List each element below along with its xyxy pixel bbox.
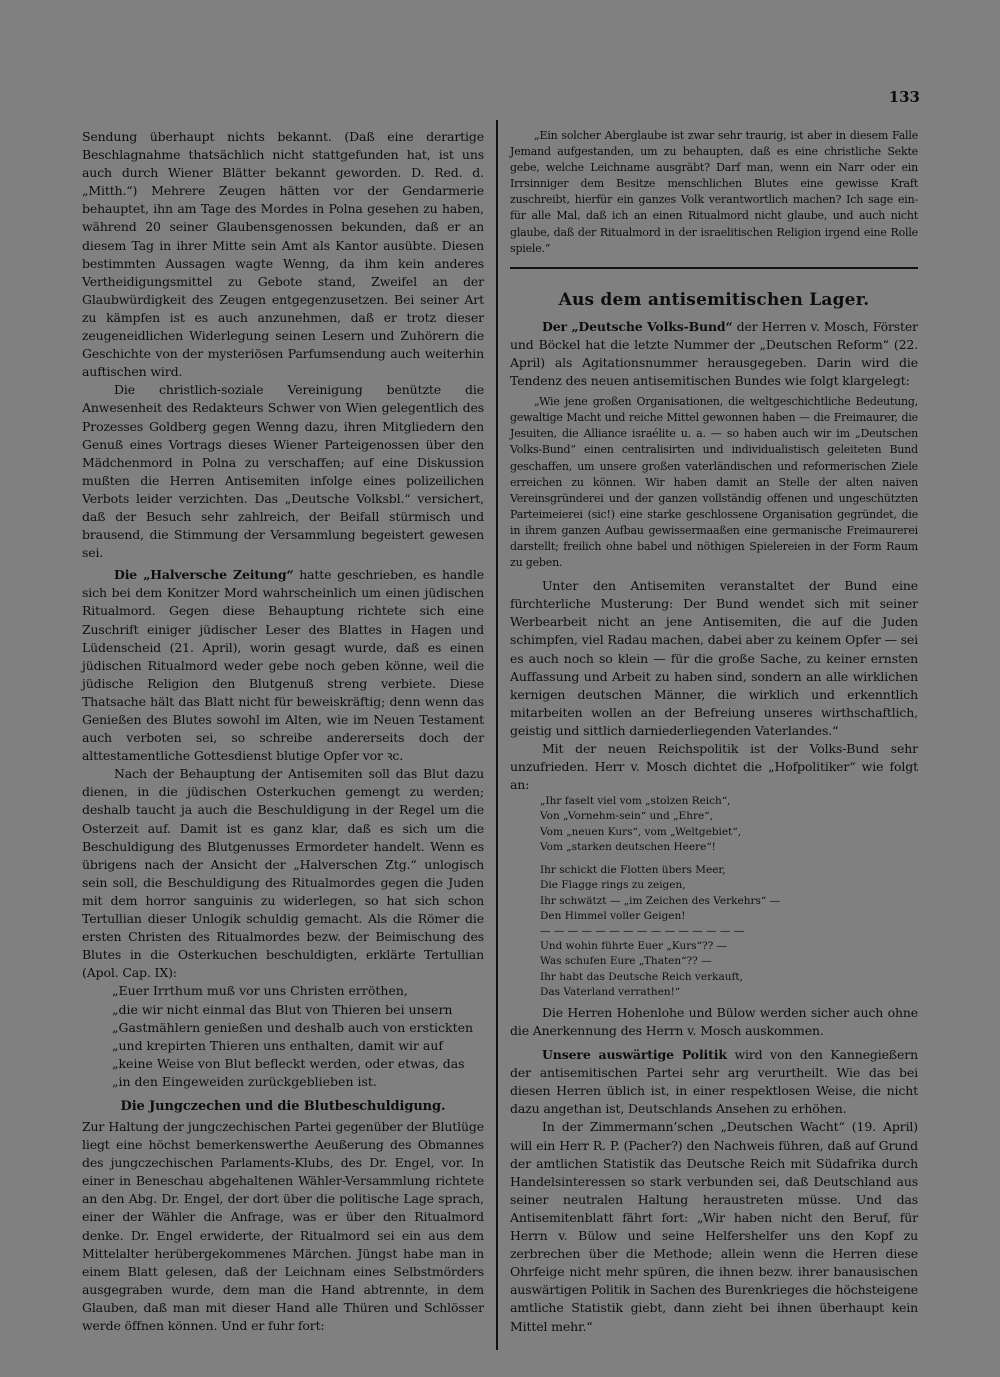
poem-line: Ihr schickt die Flotten übers Meer, (540, 864, 726, 877)
paragraph: Zur Haltung der jungczechischen Partei gegenüber der Blutlüge liegt eine höchst bemerkenswerthe Aeußerung des Obmannes des jungczechischen Parlaments-Klubs, des Dr. Engel, vor. In einer in Beneschau abgehaltenen Wähler-Versammlung richtete an den Abg. Dr. Engel, der dort über die politische Lage sprach, einer der Wähler die Anfrage, was er über den Ritualmord denke. Dr. Engel erwiderte, der Ritualmord sei ein aus dem Mittelalter herübergekommenes Märchen. Jüngst habe man in einem Blatt gelesen, daß der Leichnam eines Selbstmörders ausgegraben wurde, dem man die Hand abtrennte, in dem Glauben, daß man mit dieser Hand alle Thüren und Schlösser werde öffnen können. Und er fuhr fort: (82, 1118, 484, 1333)
left-column (82, 128, 484, 1335)
paragraph: Nach der Behauptung der Antisemiten soll das Blut dazu dienen, in die jüdischen Osterkuchen gemengt zu werden; deshalb taucht ja auch die Beschuldigung in der Regel um die Osterzeit auf. Damit ist es ganz klar, daß es sich um die Beschuldigung des Blutgenusses Ermordeter handelt. Wenn es übrigens nach der Ansicht der „Halverschen Ztg.“ unlogisch sein soll, die Beschuldigung des Ritualmordes gegen die Juden mit dem horror sanguinis zu widerlegen, so hat sich schon Tertullian dieser Unlogik schuldig gemacht. Als die Römer die ersten Christen des Ritualmordes bezw. der Beimischung des Blutes in die Osterkuchen beschuldigten, erklärte Tertullian (Apol. Cap. IX): (82, 766, 484, 981)
paragraph: Die christlich-soziale Vereinigung benützte die Anwesenheit des Redakteurs Schwer von Wien gelegentlich des Prozesses Goldberg gegen Wenng dazu, ihren Mitgliedern den Genuß eines Vortrags dieses Wiener Parteigenossen über den Mädchenmord in Polna zu verschaffen; auf eine Diskussion mußten die Herren Antisemiten infolge eines polizeilichen Verbots leider verzichten. Das „Deutsche Volksbl.“ versichert, daß der Besuch sehr zahlreich, der Beifall stürmisch und brausend, die Stimmung der Versammlung begeistert gewesen sei. (82, 382, 484, 561)
poem (510, 794, 918, 1000)
quote-line: „in den Eingeweiden zurückgeblieben ist. (112, 1073, 377, 1089)
quoted-paragraph: „Wie jene großen Organisationen, die weltgeschichtliche Bedeutung, gewaltige Macht und reiche Mittel gewonnen haben — die Freimaurer, die Jesuiten, die Alliance israélite u. a. — so haben auch wir im „Deutschen Volks-Bund“ einen centralisirten und individualistisch geleiteten Bund geschaffen, um unsere großen vaterländischen und reformerischen Ziele erreichen zu können. Wir haben damit an Stelle der alten naiven Vereinsgründerei und der ganzen vollständig offenen und ungeschützten Parteimeierei (sic!) eine starke geschlossene Organisation gegründet, die in ihrem ganzen Aufbau gewissermaaßen eine germanische Freimaurerei darstellt; freilich ohne babel und nöthigen Spielereien in der Form Raum zu geben. (510, 395, 918, 570)
paragraph: Sendung überhaupt nichts bekannt. (Daß eine derartige Beschlagnahme thatsächlich nicht stattgefunden hat, ist uns auch durch Wiener Blätter bekannt geworden. D. Red. d. „Mitth.“) Mehrere Zeugen hätten vor der Gendarmerie behauptet, ihn am Tage des Mordes in Polna gesehen zu haben, während 20 seiner Glaubensgenossen bekunden, daß er an diesem Tag in ihrer Mitte sein Amt als Kantor ausübte. Diesen bestimmten Aussagen wagte Wenng, da ihm kein anderes Vertheidigungsmittel zu Gebote stand, Zweifel an der Glaubwürdigkeit des Zeugen entgegenzusetzen. Bei seiner Art zu kämpfen ist es auch anzunehmen, daß er trotz dieser zeugeneidlichen Widerlegung seinen Lesern und Zuhörern die Geschichte von der mysteriösen Parfumsendung auch weiterhin auftischen wird. (82, 129, 484, 380)
poem-line: Vom „neuen Kurs“, vom „Weltgebiet“, (540, 825, 742, 838)
paragraph: Die Herren Hohenlohe und Bülow werden sicher auch ohne die Anerkennung des Herrn v. Mosch auskommen. (510, 1004, 918, 1039)
block-quote (82, 982, 484, 1091)
poem-line: Von „Vornehm-sein“ und „Ehre“, (540, 810, 713, 823)
paragraph: In der Zimmermann’schen „Deutschen Wacht“ (19. April) will ein Herr R. P. (Pacher?) den Nachweis führen, daß auf Grund der amtlichen Statistik das Deutsche Reich mit Südafrika durch Handelsinteressen so stark verbunden sei, daß Deutschland aus seiner neutralen Haltung heraustreten müsse. Und das Antisemitenblatt fährt fort: „Wir haben nicht den Beruf, für Herrn v. Bülow und seine Helfershelfer uns den Kopf zu zerbrechen über die Methode; allein wenn die Herren diese Ohrfeige nicht mehr spüren, die ihnen bezw. ihrer banausischen auswärtigen Politik in Sachen des Burenkrieges die höchsteigene amtliche Statistik giebt, dann zieht bei ihnen überhaupt kein Mittel mehr.“ (510, 1119, 918, 1334)
paragraph: Unter den Antisemiten veranstaltet der Bund eine fürchterliche Musterung: Der Bund wendet sich mit seiner Werbearbeit nicht an jene Antisemiten, die auf die Juden schimpfen, viel Radau machen, dabei aber zu keinem Opfer — sei es auch noch so klein — für die große Sache, zu keiner ernsten Auffassung und Arbeit zu haben sind, sondern an alle wirklichen kernigen deutschen Männer, die wirklich und erkenntlich mitarbeiten wollen an der Befreiung unseres wirthschaftlich, geistig und sittlich darniederliegenden Vaterlandes.“ (510, 578, 918, 738)
section-heading: Aus dem antisemitischen Lager. (558, 289, 870, 310)
paragraph: Unsere auswärtige Politik wird von den Kannegießern der antisemitischen Partei sehr arg verurtheilt. Wie das bei diesen Herren üblich ist, in einer respektlosen Weise, die nicht dazu angethan ist, Deutschlands Ansehen zu erhöhen. (510, 1047, 918, 1117)
quote-line: „Euer Irrthum muß vor uns Christen erröthen, (112, 983, 408, 999)
dash-separator: — — — — — — — — — — — — — — — (540, 924, 745, 937)
poem-line: „Ihr faselt viel vom „stolzen Reich“, (540, 795, 731, 808)
page-number: 133 (888, 88, 920, 106)
paragraph: Die „Halversche Zeitung“ hatte geschrieben, es handle sich bei dem Konitzer Mord wahrscheinlich um einen jüdischen Ritualmord. Gegen diese Behauptung richtete sich eine Zuschrift einiger jüdischer Leser des Blattes in Hagen und Lüdenscheid (21. April), worin gesagt wurde, daß es einen jüdischen Ritualmord weder gebe noch geben könne, weil die jüdische Religion den Blutgenuß streng verbiete. Diese Thatsache hält das Blatt nicht für beweiskräftig; denn wenn das Genießen des Blutes sowohl im Alten, wie im Neuen Testament auch verboten sei, so schreibe andererseits doch der alttestamentliche Gottesdienst blutige Opfer vor ꝛc. (82, 567, 484, 764)
column-divider (496, 120, 498, 1350)
poem-line: Ihr habt das Deutsche Reich verkauft, (540, 970, 743, 983)
poem-line: Vom „starken deutschen Heere“! (540, 840, 716, 853)
quoted-paragraph: „Ein solcher Aberglaube ist zwar sehr traurig, ist aber in diesem Falle Jemand aufgestanden, um zu behaupten, daß es eine christliche Sekte gebe, welche Leichname ausgräbt? Darf man, wenn ein Narr oder ein Irrsinniger dem Besitze menschlichen Blutes eine gewisse Kraft zuschreibt, hierfür ein ganzes Volk verantwortlich machen? Ich sage ein- für alle Mal, daß ich an einen Ritualmord nicht glaube, und auch nicht glaube, daß der Ritualmord in der israelitischen Religion irgend eine Rolle spiele.“ (510, 129, 918, 255)
quote-line: „und krepirten Thieren uns enthalten, damit wir auf (112, 1037, 444, 1053)
poem-line: Den Himmel voller Geigen! (540, 909, 686, 922)
paragraph: Der „Deutsche Volks-Bund“ der Herren v. Mosch, Förster und Böckel hat die letzte Nummer der „Deutschen Reform“ (22. April) als Agitationsnummer herausgegeben. Darin wird die Tendenz des neuen antisemitischen Bundes wie folgt klargelegt: (510, 318, 919, 389)
right-column (510, 128, 918, 1336)
section-rule (510, 267, 918, 269)
quote-line: „Gastmählern genießen und deshalb auch von erstickten (112, 1019, 474, 1035)
poem-line: Das Vaterland verrathen!“ (540, 985, 681, 998)
poem-line: Und wohin führte Euer „Kurs“?? — (540, 940, 728, 953)
section-heading: Die Jungczechen und die Blutbeschuldigung. (120, 1098, 446, 1114)
poem-line: Was schufen Eure „Thaten“?? — (540, 955, 712, 968)
run-in-heading: Der „Deutsche Volks-Bund“ (542, 318, 733, 334)
quote-line: „keine Weise von Blut befleckt werden, oder etwas, das (112, 1055, 465, 1071)
run-in-heading: Unsere auswärtige Politik (542, 1047, 727, 1063)
run-in-heading: Die „Halversche Zeitung“ (114, 567, 294, 583)
paragraph: Mit der neuen Reichspolitik ist der Volks-Bund sehr unzufrieden. Herr v. Mosch dichtet die „Hofpolitiker“ wie folgt an: (510, 741, 918, 793)
poem-line: Ihr schwätzt — „im Zeichen des Verkehrs“ — (540, 894, 781, 907)
quote-line: „die wir nicht einmal das Blut von Thieren bei unsern (112, 1001, 453, 1017)
poem-line: Die Flagge rings zu zeigen, (540, 879, 686, 892)
